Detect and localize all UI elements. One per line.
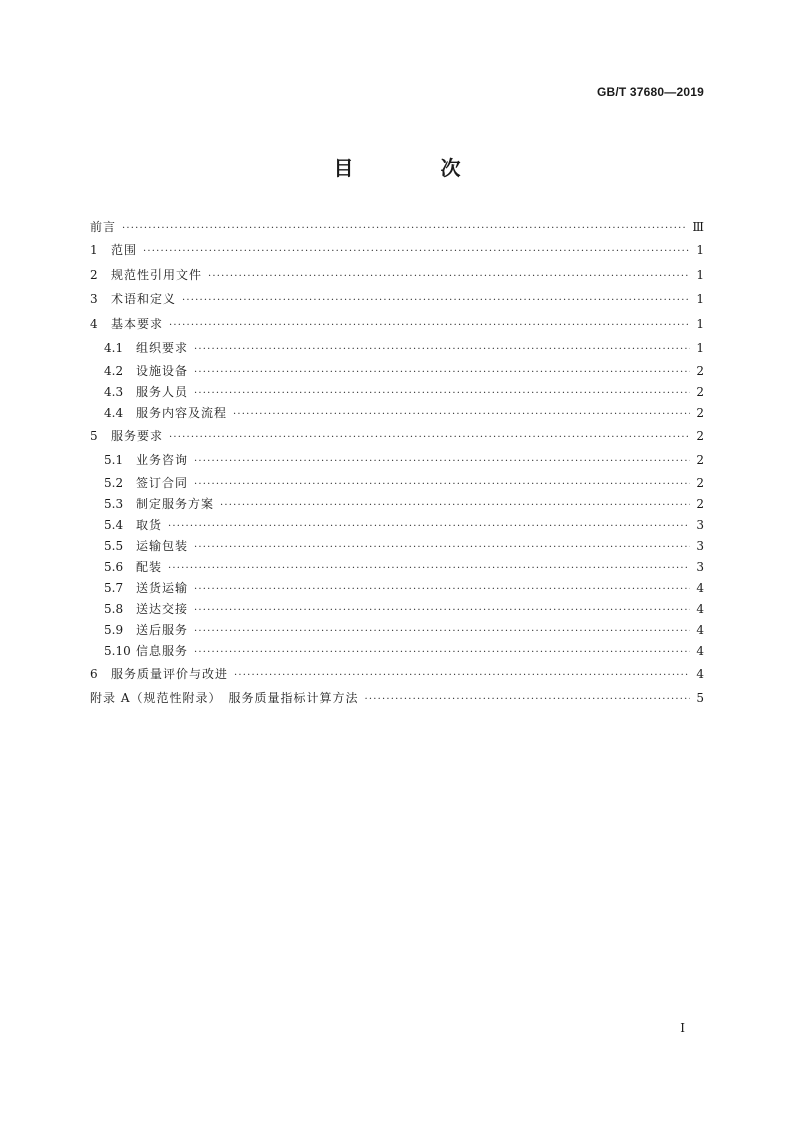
toc-entry-text: 组织要求 (136, 341, 189, 355)
toc-entry-page: 2 (696, 405, 704, 420)
toc-entry-text: 送货运输 (136, 580, 189, 595)
toc-leader-dots (169, 314, 690, 339)
toc-entry-5-1[interactable] (90, 448, 704, 473)
toc-entry-text: 服务质量评价与改进 (111, 666, 229, 681)
toc-entry-text: 配装 (136, 559, 163, 574)
toc-entry-5-4[interactable] (90, 515, 704, 536)
toc-entry-foreword[interactable] (90, 217, 704, 238)
toc-entry-text: 送达交接 (136, 601, 189, 616)
toc-entry-text: 规范性引用文件 (111, 267, 203, 282)
toc-entry-text: 基本要求 (111, 316, 164, 331)
toc-leader-dots (122, 218, 686, 239)
toc-entry-2[interactable] (90, 263, 704, 288)
toc-entry-text: 签订合同 (136, 475, 189, 490)
toc-entry-page: 2 (696, 496, 704, 511)
toc-entry-5[interactable] (90, 424, 704, 449)
toc-entry-number: 3 (90, 292, 98, 306)
toc-entry-5-6[interactable] (90, 557, 704, 578)
toc-leader-dots (168, 516, 690, 537)
toc-leader-dots (364, 688, 690, 713)
toc-entry-text: 业务咨询 (136, 453, 189, 467)
toc-entry-page: 3 (696, 517, 704, 532)
toc-leader-dots (182, 289, 690, 314)
toc-leader-dots (143, 240, 690, 265)
toc-entry-5-8[interactable] (90, 599, 704, 620)
toc-entry-4-3[interactable] (90, 382, 704, 403)
toc-entry-number: 5.5 (104, 538, 124, 553)
toc-leader-dots (194, 383, 690, 404)
toc-entry-number: 2 (90, 267, 98, 282)
toc-entry-page: 3 (696, 538, 704, 553)
toc-entry-page: 2 (696, 363, 704, 378)
toc-entry-5-5[interactable] (90, 536, 704, 557)
toc-leader-dots (220, 495, 690, 516)
toc-entry-text: 术语和定义 (111, 292, 177, 306)
toc-entry-page: 2 (696, 428, 704, 443)
toc-entry-page: 1 (696, 292, 704, 306)
toc-entry-text: 运输包装 (136, 538, 189, 553)
toc-entry-text: 送后服务 (136, 622, 189, 637)
toc-entry-number: 4.3 (104, 384, 124, 399)
toc-entry-number: 5.3 (104, 496, 124, 511)
toc-leader-dots (169, 426, 690, 451)
toc-entry-text: 范围 (111, 243, 138, 257)
toc-entry-text: 取货 (136, 517, 163, 532)
toc-leader-dots (194, 621, 690, 642)
toc-entry-text: 服务人员 (136, 384, 189, 399)
toc-entry-5-2[interactable] (90, 473, 704, 494)
toc-entry-number: 5.2 (104, 475, 124, 490)
toc-entry-number: 1 (90, 243, 98, 257)
toc-entry-page: 1 (696, 316, 704, 331)
toc-entry-5-9[interactable] (90, 620, 704, 641)
toc-entry-number: 4.1 (104, 341, 124, 355)
toc-entry-text: 前言 (90, 220, 117, 234)
toc-entry-page: 4 (696, 601, 704, 616)
toc-entry-number: 4 (90, 316, 98, 331)
toc-entry-text: 制定服务方案 (136, 496, 215, 511)
toc-entry-number: 5.6 (104, 559, 124, 574)
toc-entry-5-3[interactable] (90, 494, 704, 515)
toc-entry-number: 5.9 (104, 622, 124, 637)
toc-entry-number: 5.1 (104, 453, 124, 467)
toc-leader-dots (168, 558, 690, 579)
toc-entry-number: 4.2 (104, 363, 124, 378)
toc-entry-text: 信息服务 (136, 643, 189, 658)
toc-entry-page: 2 (696, 384, 704, 399)
toc-entry-number: 5.10 (104, 643, 131, 658)
toc-entry-number: 6 (90, 666, 98, 681)
toc-leader-dots (234, 664, 690, 689)
toc-entry-6[interactable] (90, 662, 704, 687)
toc-entry-page: Ⅲ (692, 220, 704, 234)
toc-leader-dots (194, 600, 690, 621)
toc-entry-page: 4 (696, 622, 704, 637)
toc-leader-dots (208, 265, 690, 290)
toc-entry-page: 1 (696, 267, 704, 282)
toc-entry-text: 服务要求 (111, 428, 164, 443)
toc-entry-page: 4 (696, 580, 704, 595)
toc-leader-dots (233, 404, 690, 425)
toc-entry-page: 4 (696, 643, 704, 658)
toc-entry-page: 5 (696, 691, 704, 705)
toc-entry-page: 1 (696, 243, 704, 257)
page-number: Ⅰ (680, 1021, 685, 1035)
toc-leader-dots (194, 642, 690, 663)
standard-code: GB/T 37680—2019 (596, 85, 704, 99)
toc-entry-1[interactable] (90, 238, 704, 263)
toc-entry-5-7[interactable] (90, 578, 704, 599)
toc-entry-text: 附录 A（规范性附录） 服务质量指标计算方法 (90, 691, 359, 705)
toc-entry-page: 3 (696, 559, 704, 574)
toc-leader-dots (194, 338, 690, 363)
toc-entry-page: 2 (696, 453, 704, 467)
toc-entry-text: 服务内容及流程 (136, 405, 228, 420)
toc-entry-4-4[interactable] (90, 403, 704, 424)
toc-entry-3[interactable] (90, 287, 704, 312)
toc-entry-appendix-a[interactable] (90, 686, 704, 711)
table-of-contents (90, 217, 704, 711)
toc-entry-number: 5.8 (104, 601, 124, 616)
toc-entry-number: 5 (90, 428, 98, 443)
toc-entry-number: 4.4 (104, 405, 124, 420)
page-title: 目 次 (333, 156, 501, 180)
toc-entry-page: 1 (696, 341, 704, 355)
toc-leader-dots (194, 474, 690, 495)
toc-entry-page: 2 (696, 475, 704, 490)
toc-leader-dots (194, 450, 690, 475)
toc-leader-dots (194, 579, 690, 600)
toc-entry-4-2[interactable] (90, 361, 704, 382)
toc-entry-page: 4 (696, 666, 704, 681)
toc-entry-text: 设施设备 (136, 363, 189, 378)
toc-leader-dots (194, 537, 690, 558)
toc-entry-number: 5.4 (104, 517, 124, 532)
toc-entry-5-10[interactable] (90, 641, 704, 662)
toc-entry-4-1[interactable] (90, 336, 704, 361)
toc-entry-4[interactable] (90, 312, 704, 337)
toc-entry-number: 5.7 (104, 580, 124, 595)
toc-leader-dots (194, 362, 690, 383)
